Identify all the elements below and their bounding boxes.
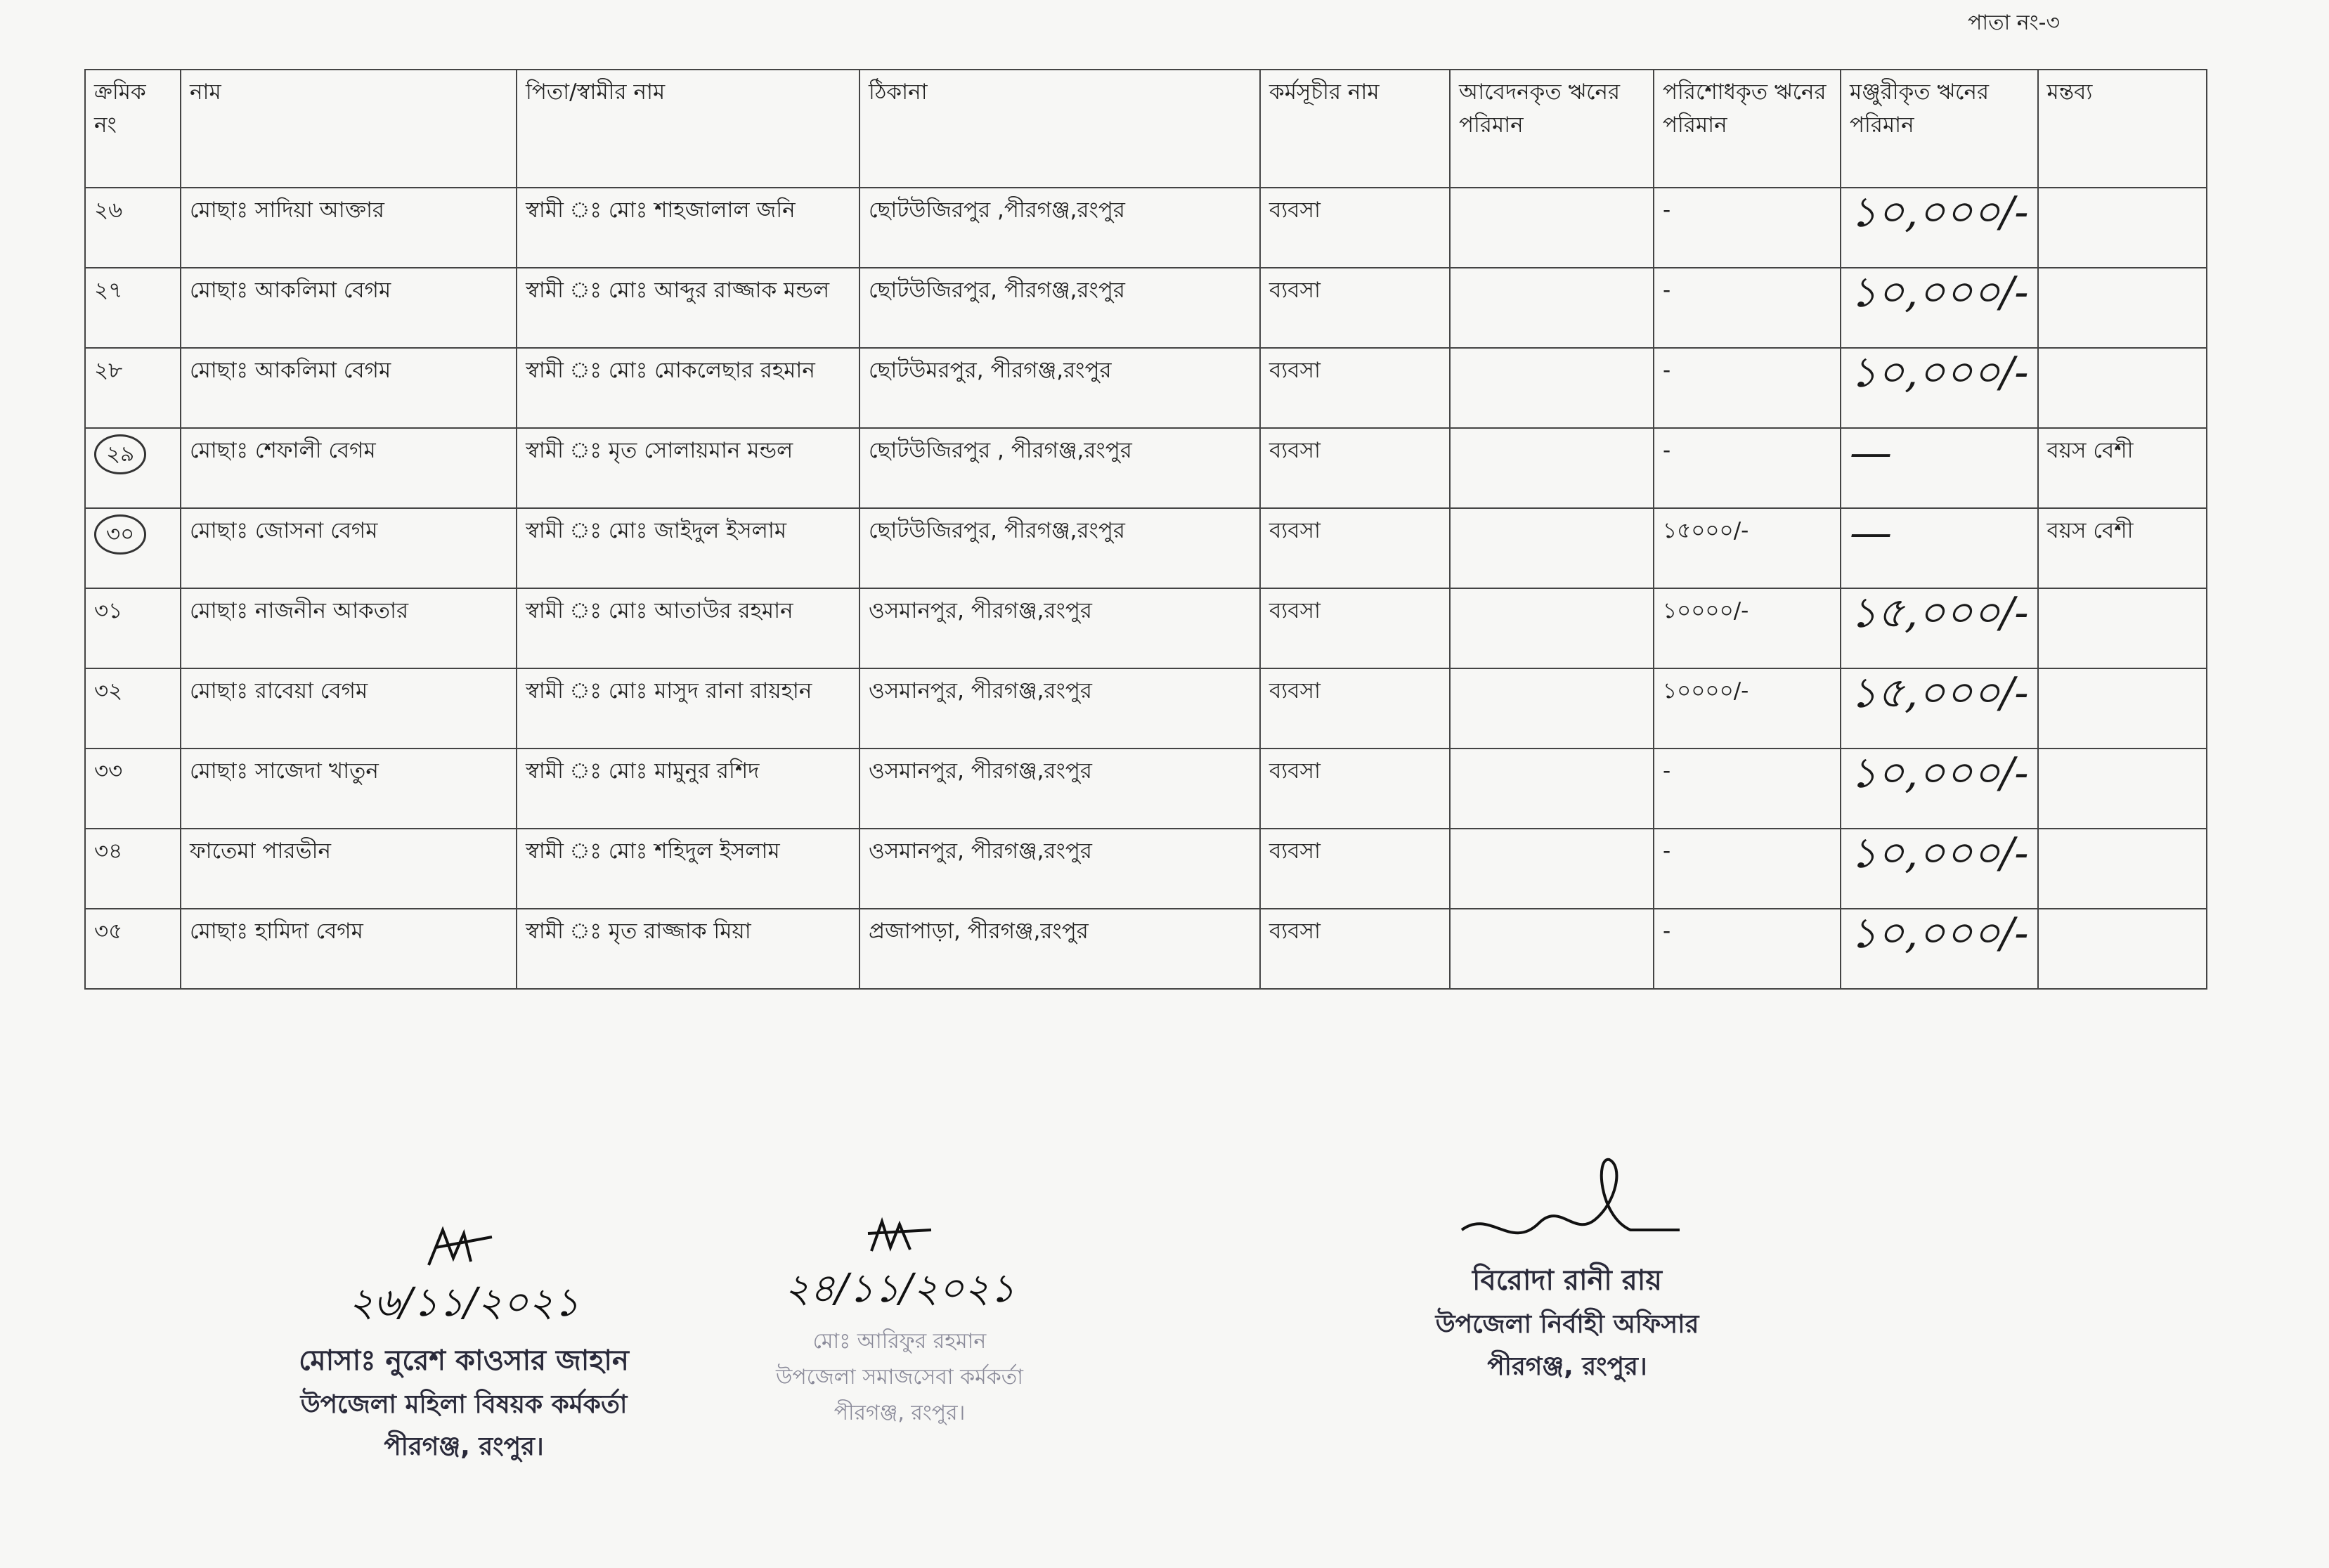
applied-amount-cell <box>1450 749 1654 829</box>
applied-amount-cell <box>1450 909 1654 989</box>
signature-date: ২৬/১১/২০২১ <box>348 1280 580 1326</box>
repaid-amount-cell: - <box>1654 348 1841 428</box>
program-cell: ব্যবসা <box>1260 668 1450 749</box>
remarks-cell <box>2038 188 2207 268</box>
serial-cell: ৩৩ <box>85 749 181 829</box>
remarks-cell <box>2038 829 2207 909</box>
column-header: মঞ্জুরীকৃত ঋনের পরিমান <box>1841 70 2038 188</box>
name-cell: মোছাঃ হামিদা বেগম <box>181 909 517 989</box>
table-row <box>85 268 2207 348</box>
address-cell: ওসমানপুর, পীরগঞ্জ,রংপুর <box>859 749 1260 829</box>
signature-block-2 <box>745 1216 1054 1432</box>
remarks-cell <box>2038 588 2207 668</box>
signatory-title: উপজেলা নির্বাহী অফিসার <box>1435 1310 1699 1339</box>
address-cell: প্রজাপাড়া, পীরগঞ্জ,রংপুর <box>859 909 1260 989</box>
program-cell: ব্যবসা <box>1260 348 1450 428</box>
remarks-cell <box>2038 348 2207 428</box>
beneficiary-table <box>84 69 2207 990</box>
serial-cell: ২৮ <box>85 348 181 428</box>
signature-scrawl <box>415 1223 513 1272</box>
table-row <box>85 588 2207 668</box>
address-cell: ওসমানপুর, পীরগঞ্জ,রংপুর <box>859 829 1260 909</box>
serial-cell <box>85 508 181 588</box>
column-header: ক্রমিক নং <box>85 70 181 188</box>
column-header: ঠিকানা <box>859 70 1260 188</box>
remarks-cell <box>2038 749 2207 829</box>
page-number: পাতা নং-৩ <box>1968 11 2060 35</box>
column-header: কর্মসূচীর নাম <box>1260 70 1450 188</box>
guardian-cell: স্বামী ঃ মৃত রাজ্জাক মিয়া <box>517 909 859 989</box>
program-cell: ব্যবসা <box>1260 909 1450 989</box>
repaid-amount-cell: ১০০০০/- <box>1654 668 1841 749</box>
repaid-amount-cell: - <box>1654 829 1841 909</box>
name-cell: মোছাঃ আকলিমা বেগম <box>181 348 517 428</box>
address-cell: ছোটউজিরপুর, পীরগঞ্জ,রংপুর <box>859 268 1260 348</box>
program-cell: ব্যবসা <box>1260 188 1450 268</box>
applied-amount-cell <box>1450 508 1654 588</box>
guardian-cell: স্বামী ঃ মৃত সোলায়মান মন্ডল <box>517 428 859 508</box>
table-row <box>85 348 2207 428</box>
signatory-name: মোঃ আরিফুর রহমান <box>812 1329 987 1354</box>
guardian-cell: স্বামী ঃ মোঃ আতাউর রহমান <box>517 588 859 668</box>
repaid-amount-cell: - <box>1654 268 1841 348</box>
repaid-amount-cell: - <box>1654 428 1841 508</box>
program-cell: ব্যবসা <box>1260 829 1450 909</box>
beneficiary-table-container <box>84 69 2207 990</box>
guardian-cell: স্বামী ঃ মোঃ শাহজালাল জনি <box>517 188 859 268</box>
column-header: পরিশোধকৃত ঋনের পরিমান <box>1654 70 1841 188</box>
applied-amount-cell <box>1450 268 1654 348</box>
serial-cell: ৩২ <box>85 668 181 749</box>
signatory-place: পীরগঞ্জ, রংপুর। <box>384 1432 544 1461</box>
signatory-name: বিরোদা রানী রায় <box>1472 1264 1662 1297</box>
sanctioned-amount-cell: ১০,০০০/- <box>1841 188 2038 268</box>
table-row <box>85 668 2207 749</box>
column-header: আবেদনকৃত ঋনের পরিমান <box>1450 70 1654 188</box>
applied-amount-cell <box>1450 588 1654 668</box>
remarks-cell <box>2038 909 2207 989</box>
signatory-place: পীরগঞ্জ, রংপুর। <box>1487 1352 1647 1381</box>
signatory-title: উপজেলা সমাজসেবা কর্মকর্তা <box>776 1365 1023 1389</box>
remarks-cell <box>2038 268 2207 348</box>
sanctioned-amount-cell: — <box>1841 508 2038 588</box>
sanctioned-amount-cell: ১০,০০০/- <box>1841 829 2038 909</box>
program-cell: ব্যবসা <box>1260 588 1450 668</box>
sanctioned-amount-cell: ১০,০০০/- <box>1841 909 2038 989</box>
guardian-cell: স্বামী ঃ মোঃ মোকলেছার রহমান <box>517 348 859 428</box>
address-cell: ছোটউজিরপুর, পীরগঞ্জ,রংপুর <box>859 508 1260 588</box>
repaid-amount-cell: ১৫০০০/- <box>1654 508 1841 588</box>
name-cell: মোছাঃ শেফালী বেগম <box>181 428 517 508</box>
sanctioned-amount-cell: — <box>1841 428 2038 508</box>
address-cell: ছোটউজিরপুর , পীরগঞ্জ,রংপুর <box>859 428 1260 508</box>
table-row <box>85 508 2207 588</box>
serial-cell: ৩৪ <box>85 829 181 909</box>
name-cell: মোছাঃ আকলিমা বেগম <box>181 268 517 348</box>
sanctioned-amount-cell: ১৫,০০০/- <box>1841 588 2038 668</box>
program-cell: ব্যবসা <box>1260 749 1450 829</box>
signature-date: ২৪/১১/২০২১ <box>784 1266 1016 1311</box>
program-cell: ব্যবসা <box>1260 508 1450 588</box>
program-cell: ব্যবসা <box>1260 268 1450 348</box>
table-body <box>85 188 2207 989</box>
guardian-cell: স্বামী ঃ মোঃ মাসুদ রানা রায়হান <box>517 668 859 749</box>
signature-block-3 <box>1391 1153 1743 1389</box>
name-cell: মোছাঃ নাজনীন আকতার <box>181 588 517 668</box>
repaid-amount-cell: ১০০০০/- <box>1654 588 1841 668</box>
table-row <box>85 909 2207 989</box>
applied-amount-cell <box>1450 829 1654 909</box>
remarks-cell <box>2038 668 2207 749</box>
remarks-cell: বয়স বেশী <box>2038 508 2207 588</box>
repaid-amount-cell: - <box>1654 188 1841 268</box>
repaid-amount-cell: - <box>1654 749 1841 829</box>
column-header: পিতা/স্বামীর নাম <box>517 70 859 188</box>
address-cell: ছোটউমরপুর, পীরগঞ্জ,রংপুর <box>859 348 1260 428</box>
serial-cell: ৩১ <box>85 588 181 668</box>
applied-amount-cell <box>1450 348 1654 428</box>
guardian-cell: স্বামী ঃ মোঃ আব্দুর রাজ্জাক মন্ডল <box>517 268 859 348</box>
applied-amount-cell <box>1450 188 1654 268</box>
address-cell: ওসমানপুর, পীরগঞ্জ,রংপুর <box>859 588 1260 668</box>
address-cell: ছোটউজিরপুর ,পীরগঞ্জ,রংপুর <box>859 188 1260 268</box>
signatory-title: উপজেলা মহিলা বিষয়ক কর্মকর্তা <box>300 1390 628 1419</box>
name-cell: মোছাঃ রাবেয়া বেগম <box>181 668 517 749</box>
guardian-cell: স্বামী ঃ মোঃ শহিদুল ইসলাম <box>517 829 859 909</box>
signature-scrawl <box>1448 1153 1687 1258</box>
signature-scrawl <box>861 1216 938 1258</box>
table-row <box>85 829 2207 909</box>
column-header: নাম <box>181 70 517 188</box>
applied-amount-cell <box>1450 668 1654 749</box>
applied-amount-cell <box>1450 428 1654 508</box>
name-cell: মোছাঃ সাজেদা খাতুন <box>181 749 517 829</box>
repaid-amount-cell: - <box>1654 909 1841 989</box>
circled-serial: ২৯ <box>94 434 146 474</box>
serial-cell <box>85 428 181 508</box>
sanctioned-amount-cell: ১০,০০০/- <box>1841 268 2038 348</box>
serial-cell: ৩৫ <box>85 909 181 989</box>
name-cell: ফাতেমা পারভীন <box>181 829 517 909</box>
guardian-cell: স্বামী ঃ মোঃ মামুনুর রশিদ <box>517 749 859 829</box>
signatory-place: পীরগঞ্জ, রংপুর। <box>833 1401 966 1425</box>
table-row <box>85 188 2207 268</box>
sanctioned-amount-cell: ১০,০০০/- <box>1841 749 2038 829</box>
name-cell: মোছাঃ জোসনা বেগম <box>181 508 517 588</box>
guardian-cell: স্বামী ঃ মোঃ জাইদুল ইসলাম <box>517 508 859 588</box>
program-cell: ব্যবসা <box>1260 428 1450 508</box>
serial-cell: ২৬ <box>85 188 181 268</box>
column-header: মন্তব্য <box>2038 70 2207 188</box>
table-row <box>85 428 2207 508</box>
remarks-cell: বয়স বেশী <box>2038 428 2207 508</box>
table-row <box>85 749 2207 829</box>
signatory-name: মোসাঃ নুরেশ কাওসার জাহান <box>299 1345 629 1377</box>
name-cell: মোছাঃ সাদিয়া আক্তার <box>181 188 517 268</box>
sanctioned-amount-cell: ১৫,০০০/- <box>1841 668 2038 749</box>
table-header-row <box>85 70 2207 188</box>
address-cell: ওসমানপুর, পীরগঞ্জ,রংপুর <box>859 668 1260 749</box>
sanctioned-amount-cell: ১০,০০০/- <box>1841 348 2038 428</box>
circled-serial: ৩০ <box>94 514 146 555</box>
signature-block-1 <box>267 1223 661 1470</box>
serial-cell: ২৭ <box>85 268 181 348</box>
